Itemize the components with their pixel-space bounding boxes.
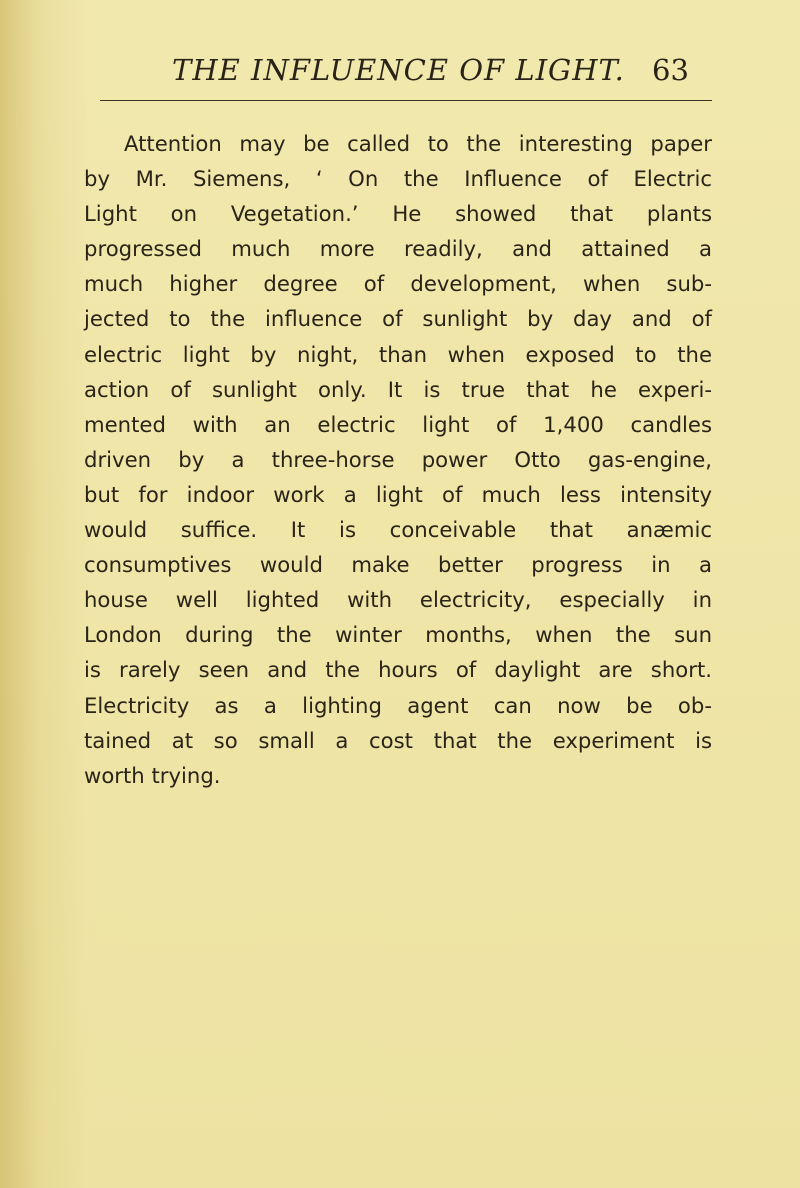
text-line: consumptives would make better progress in a	[84, 552, 712, 578]
text-line: action of sunlight only. It is true that he experi-	[84, 376, 712, 402]
text-line: progressed much more readily, and attained a	[84, 236, 712, 262]
running-head	[0, 50, 800, 90]
text-line: Electricity as a lighting agent can now be ob-	[84, 692, 712, 718]
text-line: driven by a three-horse power Otto gas-engine,	[84, 446, 712, 472]
text-line: by Mr. Siemens, ‘ On the Influence of Electric	[84, 166, 712, 192]
text-line: worth trying.	[84, 762, 221, 788]
text-line: is rarely seen and the hours of daylight are short.	[84, 657, 712, 683]
text-line: house well lighted with electricity, especially in	[84, 587, 712, 613]
body-paragraph	[84, 126, 712, 793]
text-line: mented with an electric light of 1,400 candles	[84, 411, 712, 437]
text-line: much higher degree of development, when sub-	[84, 271, 712, 297]
text-line: jected to the influence of sunlight by day and of	[84, 306, 712, 332]
text-line: Attention may be called to the interesting paper	[124, 131, 712, 156]
running-head-title: THE INFLUENCE OF LIGHT.	[172, 53, 625, 87]
text-line: Light on Vegetation.’ He showed that plants	[84, 201, 712, 227]
header-rule	[100, 100, 712, 101]
text-line: London during the winter months, when the sun	[84, 622, 712, 648]
text-line: would suffice. It is conceivable that anæmic	[84, 517, 712, 543]
text-line: but for indoor work a light of much less intensity	[84, 481, 712, 507]
text-line: tained at so small a cost that the experiment is	[84, 727, 712, 753]
text-line: electric light by night, than when exposed to the	[84, 341, 712, 367]
page-number: 63	[652, 53, 689, 87]
